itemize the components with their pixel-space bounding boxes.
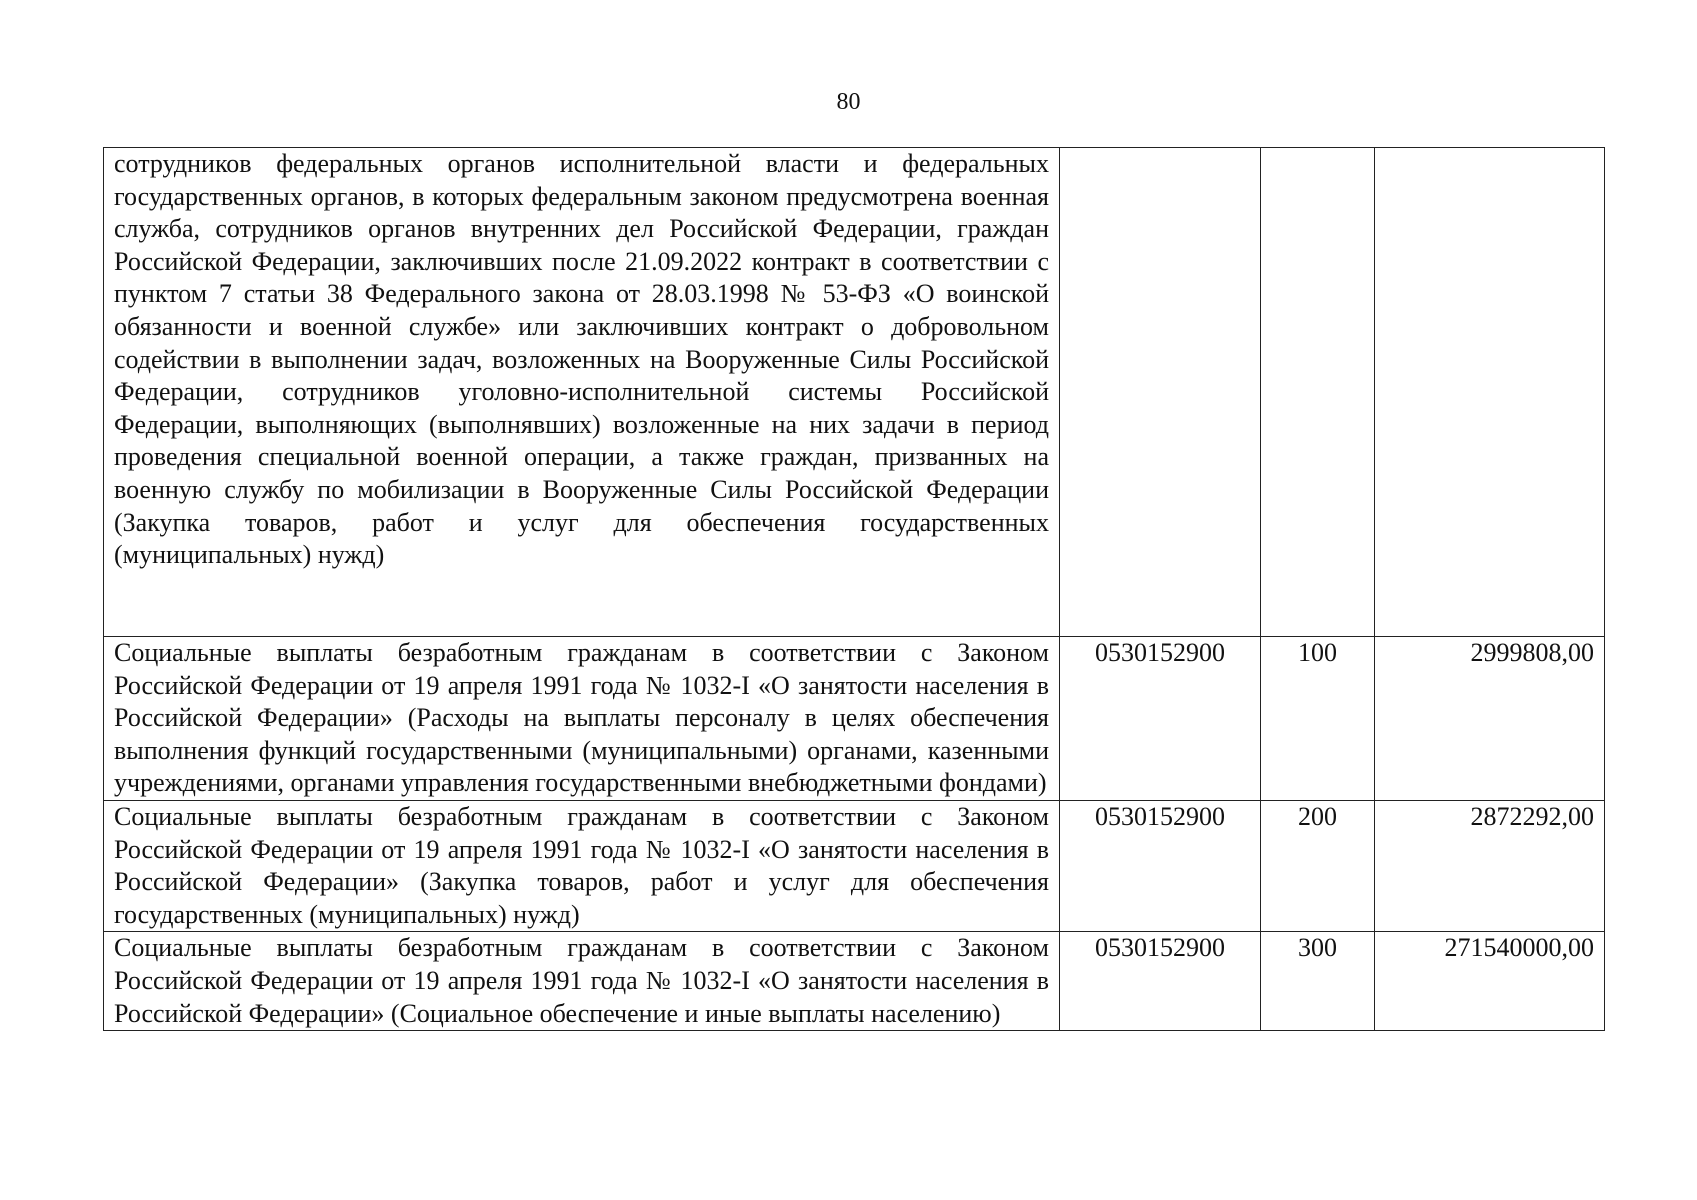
row-description: Социальные выплаты безработным гражданам в соответствии с Законом Российской Федерации от 19 апреля 1991 года № 1032-I «О занятости населения в Российской Федерации» (Расходы на выплаты персоналу в целях обеспечения выполнения функций государственными (муниципальными) органами, казенными учреждениями, органами управления государственными внебюджетными фондами) [104, 637, 1060, 801]
row-expense-type: 200 [1261, 800, 1375, 931]
row-amount: 2872292,00 [1375, 800, 1605, 931]
row-description: Социальные выплаты безработным гражданам в соответствии с Законом Российской Федерации от 19 апреля 1991 года № 1032-I «О занятости населения в Российской Федерации» (Закупка товаров, работ и услуг для обеспечения государственных (муниципальных) нужд) [104, 800, 1060, 931]
row-amount: 271540000,00 [1375, 932, 1605, 1031]
row-target-code: 0530152900 [1060, 932, 1261, 1031]
row-target-code [1060, 148, 1261, 637]
row-expense-type: 300 [1261, 932, 1375, 1031]
table-row [104, 637, 1605, 801]
table-row [104, 148, 1605, 637]
row-target-code: 0530152900 [1060, 800, 1261, 931]
page-number: 80 [836, 89, 861, 115]
row-target-code: 0530152900 [1060, 637, 1261, 801]
row-expense-type [1261, 148, 1375, 637]
table-row [104, 932, 1605, 1031]
row-expense-type: 100 [1261, 637, 1375, 801]
row-description: Социальные выплаты безработным гражданам в соответствии с Законом Российской Федерации от 19 апреля 1991 года № 1032-I «О занятости населения в Российской Федерации» (Социальное обеспечение и иные выплаты населению) [104, 932, 1060, 1031]
table-row [104, 800, 1605, 931]
row-amount: 2999808,00 [1375, 637, 1605, 801]
budget-table [103, 147, 1605, 1031]
row-amount [1375, 148, 1605, 637]
row-description: сотрудников федеральных органов исполнительной власти и федеральных государственных органов, в которых федеральным законом предусмотрена военная служба, сотрудников органов внутренних дел Российской Федерации, граждан Российской Федерации, заключивших после 21.09.2022 контракт в соответствии с пунктом 7 статьи 38 Федерального закона от 28.03.1998 № 53-ФЗ «О воинской обязанности и военной службе» или заключивших контракт о добровольном содействии в выполнении задач, возложенных на Вооруженные Силы Российской Федерации, сотрудников уголовно-исполнительной системы Российской Федерации, выполняющих (выполнявших) возложенные на них задачи в период проведения специальной военной операции, а также граждан, призванных на военную службу по мобилизации в Вооруженные Силы Российской Федерации (Закупка товаров, работ и услуг для обеспечения государственных (муниципальных) нужд) [104, 148, 1060, 637]
